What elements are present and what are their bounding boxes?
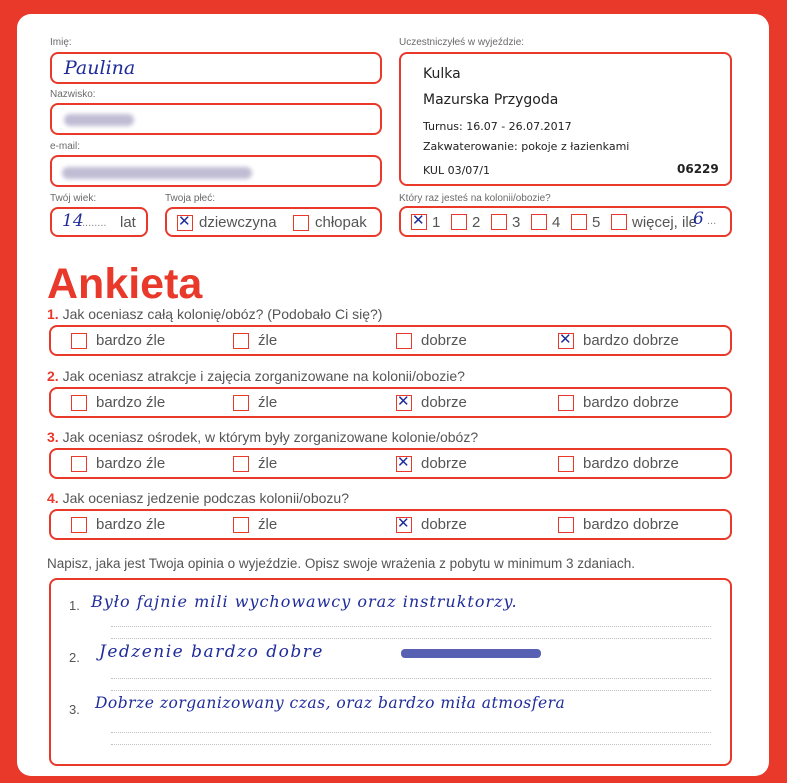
times-field <box>399 206 732 237</box>
question-3-checkbox-3[interactable] <box>396 456 412 472</box>
times-more-label: więcej, ile <box>632 214 698 231</box>
opinion-prompt: Napisz, jaka jest Twoja opinia o wyjeździe. Opisz swoje wrażenia z pobytu w minimum 3 zdaniach. <box>47 556 636 571</box>
question-4-checkbox-4[interactable] <box>558 517 574 533</box>
question-4-checkbox-1[interactable] <box>71 517 87 533</box>
question-4-answers <box>49 509 732 540</box>
question-3-checkbox-4[interactable] <box>558 456 574 472</box>
question-1 <box>47 306 382 322</box>
opinion-line-1-text: Było fajnie mili wychowawcy oraz instruktorzy. <box>91 592 518 611</box>
trip-name-1: Kulka <box>423 66 461 82</box>
question-4-checkbox-3[interactable] <box>396 517 412 533</box>
question-3-text: Jak oceniasz ośrodek, w którym były zorganizowane kolonie/obóz? <box>62 429 479 445</box>
trip-box <box>399 52 732 186</box>
question-4-checkbox-2[interactable] <box>233 517 249 533</box>
question-3-answers <box>49 448 732 479</box>
trip-accommodation: Zakwaterowanie: pokoje z łazienkami <box>423 140 630 153</box>
question-3-option-1: bardzo źle <box>96 455 166 472</box>
question-2-checkbox-4[interactable] <box>558 395 574 411</box>
trip-name-2: Mazurska Przygoda <box>423 92 559 108</box>
question-1-checkbox-2[interactable] <box>233 333 249 349</box>
question-2-option-1: bardzo źle <box>96 394 166 411</box>
question-1-option-2: źle <box>258 332 278 349</box>
question-1-checkbox-3[interactable] <box>396 333 412 349</box>
question-2-text: Jak oceniasz atrakcje i zajęcia zorganizowane na kolonii/obozie? <box>62 368 465 384</box>
times-checkbox-2[interactable] <box>451 214 467 230</box>
last-name-field[interactable] <box>50 103 382 135</box>
question-1-option-1: bardzo źle <box>96 332 166 349</box>
times-option-4: 4 <box>552 214 561 231</box>
age-label: Twój wiek: <box>50 193 97 204</box>
question-4-option-2: źle <box>258 516 278 533</box>
age-value: 14 <box>62 211 84 231</box>
question-3-option-2: źle <box>258 455 278 472</box>
question-4-option-1: bardzo źle <box>96 516 166 533</box>
question-2-option-3: dobrze <box>421 394 467 411</box>
times-option-3: 3 <box>512 214 521 231</box>
opinion-line-3-text: Dobrze zorganizowany czas, oraz bardzo miła atmosfera <box>95 694 566 712</box>
question-4-text: Jak oceniasz jedzenie podczas kolonii/obozu? <box>62 490 349 506</box>
opinion-rule-3b <box>111 744 711 745</box>
trip-label: Uczestniczyłeś w wyjeździe: <box>399 37 525 48</box>
question-1-answers <box>49 325 732 356</box>
age-dots: ........ <box>82 217 107 229</box>
trip-turnus: Turnus: 16.07 - 26.07.2017 <box>423 120 572 133</box>
question-3-option-3: dobrze <box>421 455 467 472</box>
question-3-option-4: bardzo dobrze <box>583 455 679 472</box>
times-option-2: 2 <box>472 214 481 231</box>
question-2-checkbox-3[interactable] <box>396 395 412 411</box>
opinion-rule-2b <box>111 690 711 691</box>
gender-field <box>165 207 382 237</box>
gender-checkbox-girl[interactable] <box>177 215 193 231</box>
gender-option-boy: chłopak <box>315 214 367 231</box>
gender-label: Twoja płeć: <box>165 193 216 204</box>
question-1-option-4: bardzo dobrze <box>583 332 679 349</box>
email-label: e-mail: <box>50 141 81 152</box>
survey-sheet <box>17 14 769 776</box>
opinion-line-2-number: 2. <box>69 650 80 665</box>
page-title: Ankieta <box>47 260 203 308</box>
question-1-number: 1. <box>47 306 59 322</box>
opinion-rule-2 <box>111 678 711 679</box>
question-2-checkbox-2[interactable] <box>233 395 249 411</box>
email-redacted <box>62 167 252 179</box>
question-2-option-2: źle <box>258 394 278 411</box>
times-more-dots: ... <box>707 215 717 227</box>
gender-checkbox-boy[interactable] <box>293 215 309 231</box>
times-checkbox-5[interactable] <box>571 214 587 230</box>
question-4-option-4: bardzo dobrze <box>583 516 679 533</box>
age-unit: lat <box>120 214 136 231</box>
times-checkbox-4[interactable] <box>531 214 547 230</box>
opinion-rule-3 <box>111 732 711 733</box>
opinion-line-1-number: 1. <box>69 598 80 613</box>
question-4-number: 4. <box>47 490 59 506</box>
opinion-rule-1 <box>111 626 711 627</box>
trip-code: KUL 03/07/1 <box>423 164 490 177</box>
first-name-label: Imię: <box>50 37 72 48</box>
question-1-text: Jak oceniasz całą kolonię/obóz? (Podobało Ci się?) <box>62 306 383 322</box>
question-1-checkbox-4[interactable] <box>558 333 574 349</box>
opinion-box[interactable] <box>49 578 732 766</box>
opinion-line-2-scribble <box>401 649 541 658</box>
question-1-option-3: dobrze <box>421 332 467 349</box>
question-3-number: 3. <box>47 429 59 445</box>
question-1-checkbox-1[interactable] <box>71 333 87 349</box>
opinion-rule-1b <box>111 638 711 639</box>
times-option-5: 5 <box>592 214 601 231</box>
question-2-number: 2. <box>47 368 59 384</box>
times-option-1: 1 <box>432 214 441 231</box>
times-checkbox-1[interactable] <box>411 214 427 230</box>
times-checkbox-3[interactable] <box>491 214 507 230</box>
question-3 <box>47 429 478 445</box>
question-2-option-4: bardzo dobrze <box>583 394 679 411</box>
question-2-answers <box>49 387 732 418</box>
first-name-value: Paulina <box>64 57 136 79</box>
times-more-value: 6 <box>693 209 704 229</box>
first-name-field[interactable] <box>50 52 382 84</box>
question-2 <box>47 368 465 384</box>
age-field[interactable] <box>50 207 148 237</box>
last-name-label: Nazwisko: <box>50 89 96 100</box>
question-3-checkbox-1[interactable] <box>71 456 87 472</box>
times-checkbox-more[interactable] <box>611 214 627 230</box>
times-label: Który raz jesteś na kolonii/obozie? <box>399 193 551 204</box>
question-2-checkbox-1[interactable] <box>71 395 87 411</box>
trip-number: 06229 <box>677 162 719 176</box>
last-name-redacted <box>64 114 134 126</box>
opinion-line-2-text: Jedzenie bardzo dobre <box>99 642 324 662</box>
email-field[interactable] <box>50 155 382 187</box>
question-4 <box>47 490 349 506</box>
opinion-line-3-number: 3. <box>69 702 80 717</box>
gender-option-girl: dziewczyna <box>199 214 277 231</box>
question-3-checkbox-2[interactable] <box>233 456 249 472</box>
question-4-option-3: dobrze <box>421 516 467 533</box>
